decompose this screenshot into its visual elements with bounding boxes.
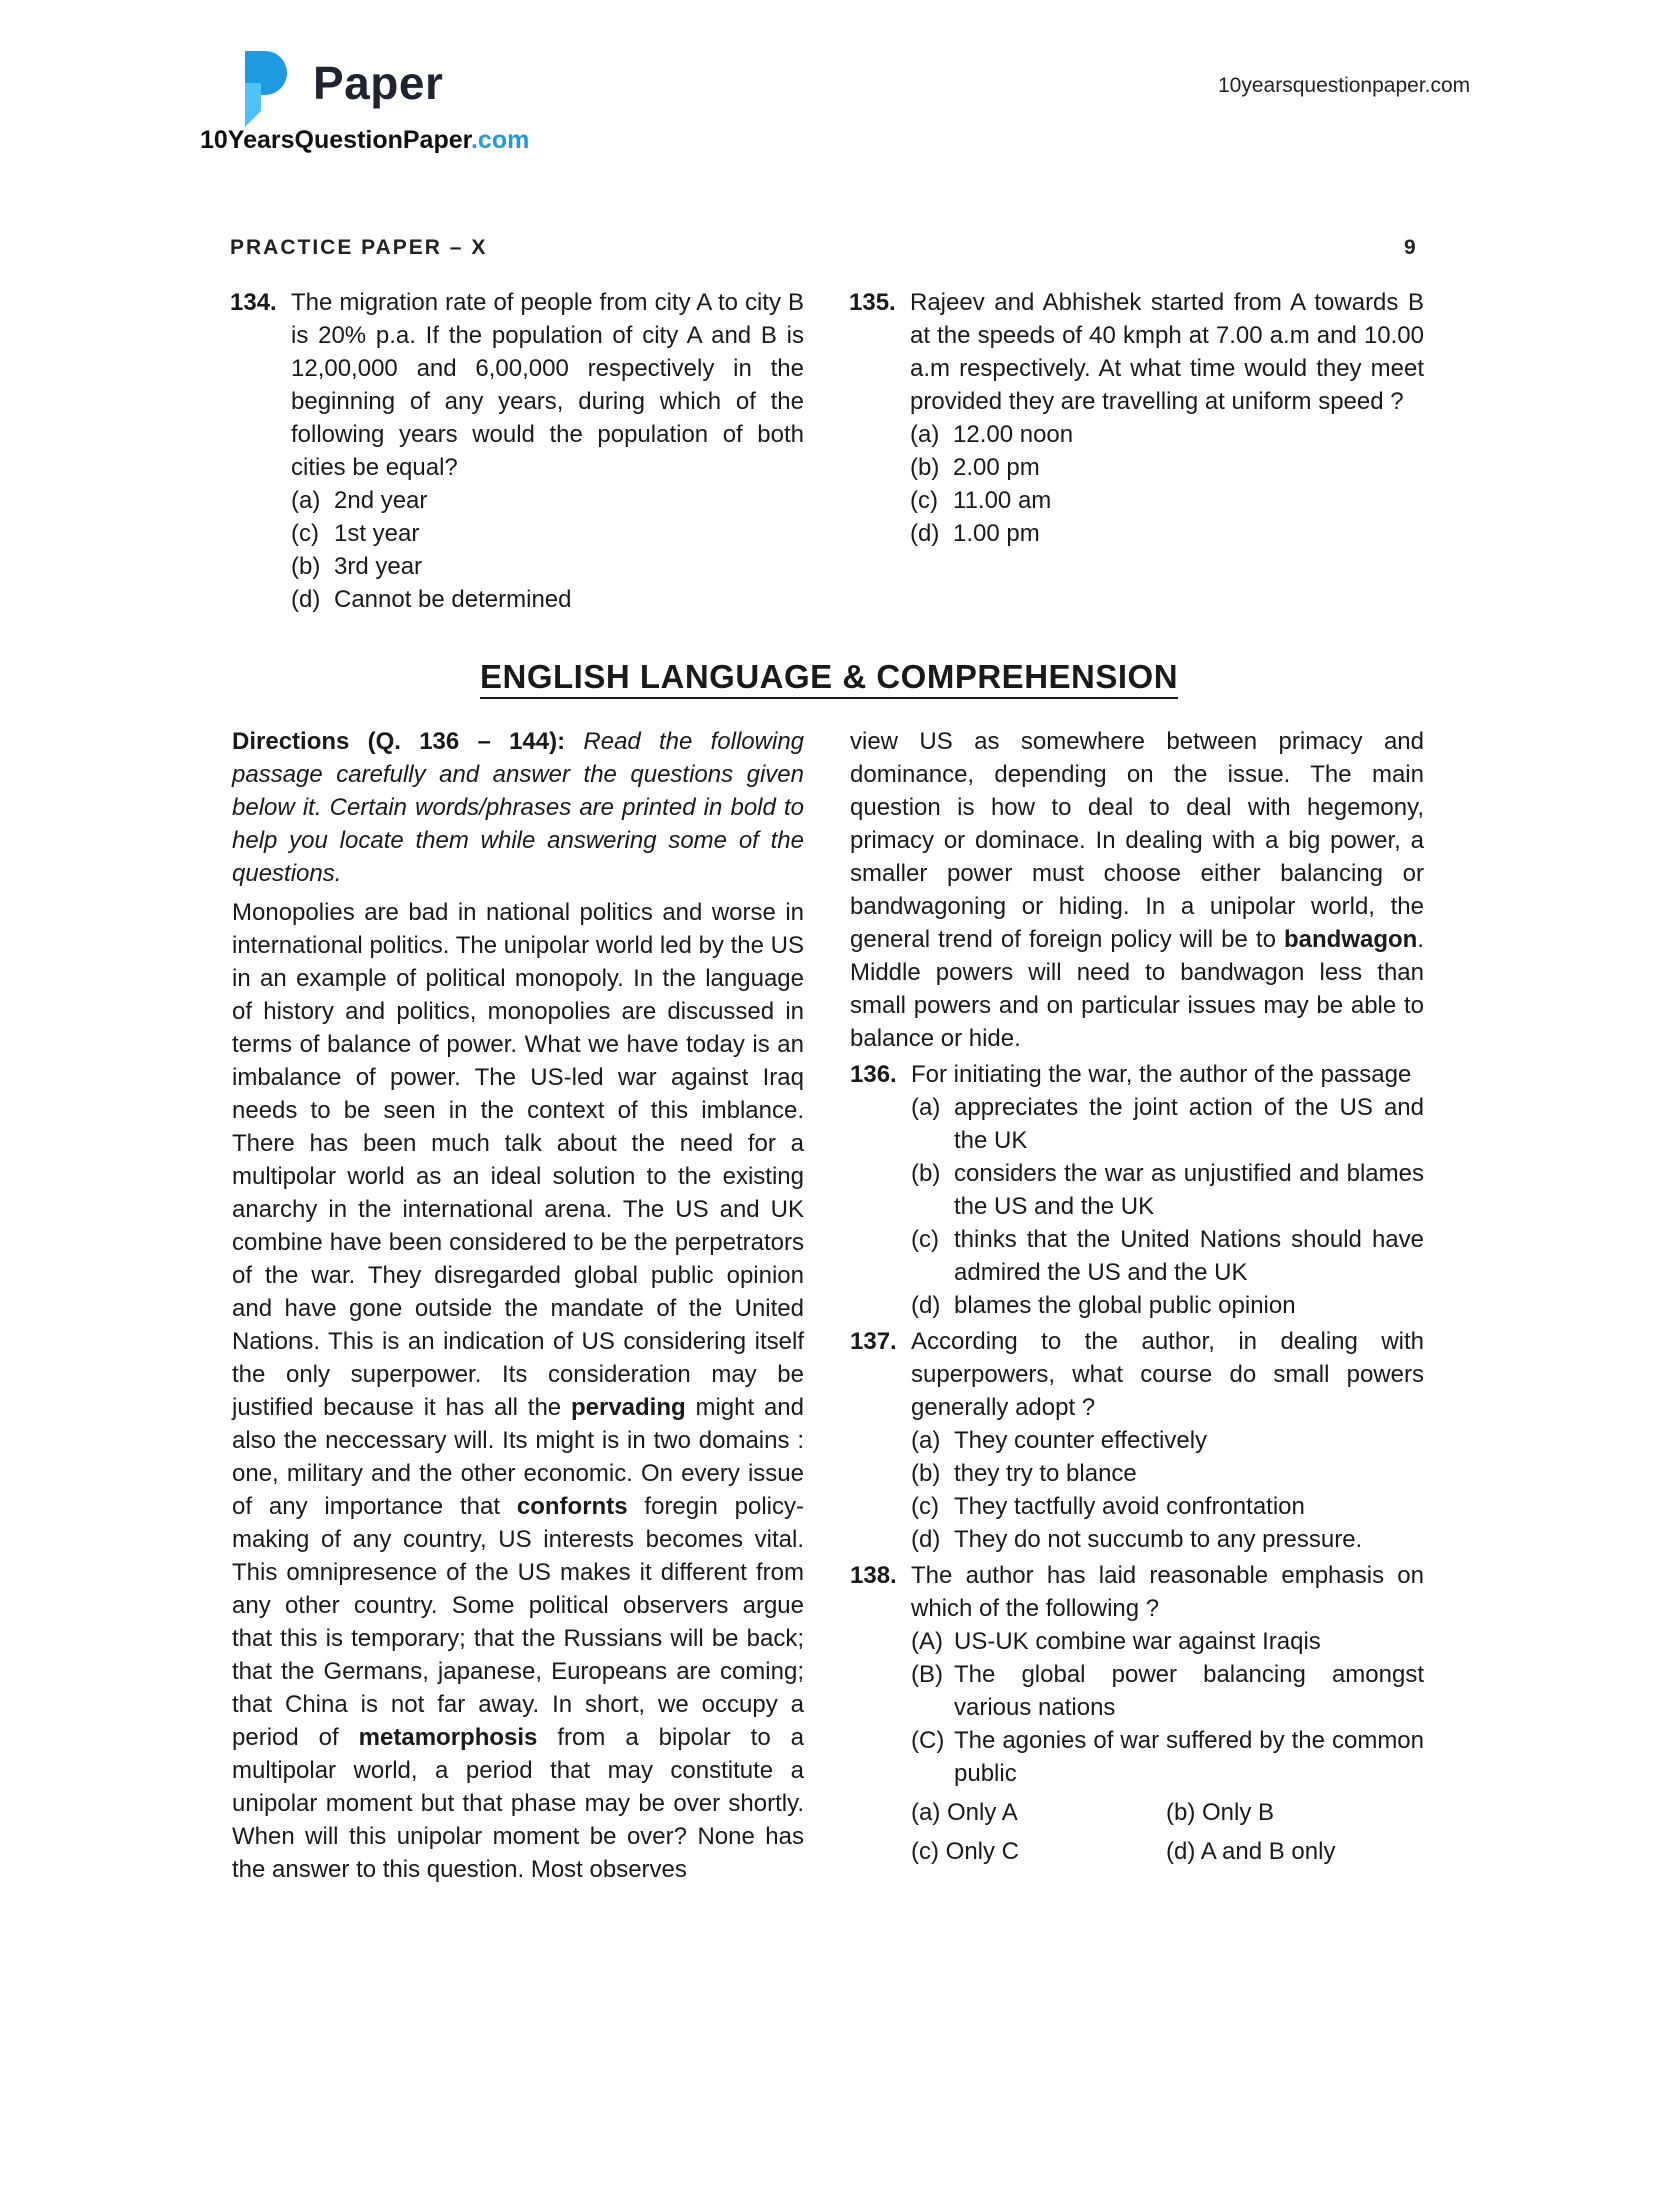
option-text: 11.00 am [953,487,1052,514]
passage-segment: from a bipolar to a multipolar world, a period that may constitute a unipolar moment but that phase may be over shortly. When will this unipolar moment be over? None has the answer to this question. Most observes [232,1724,804,1883]
option-text: They tactfully avoid confrontation [954,1493,1305,1520]
option-label: (b) [291,553,321,580]
option-text: 2nd year [334,487,428,514]
option-label: (c) [911,1838,939,1865]
option [849,517,1424,550]
statement [850,1625,1424,1658]
option-text: considers the war as unjustified and blames the US and the UK [954,1160,1424,1220]
option-text: They do not succumb to any pressure. [954,1526,1363,1553]
option-text: 1st year [334,520,420,547]
question-137 [850,1325,1424,1556]
option [850,1457,1424,1490]
question-number: 138. [850,1562,897,1589]
passage-segment: Monopolies are bad in national politics and worse in international politics. The unipolar world led by the US in an example of political monopoly. In the language of history and politics, monopolies are discussed in terms of balance of power. What we have today is an imbalance of power. The US-led war against Iraq needs to be seen in the context of this imblance. There has been much talk about the need for a multipolar world as an ideal solution to the existing anarchy in the international arena. The US and UK combine have been considered to be the perpetrators of the war. They disregarded global public opinion and have gone outside the mandate of the United Nations. This is an indication of US considering itself the only superpower. Its consideration may be justified because it has all the [232,899,804,1421]
page-number: 9 [1404,236,1416,259]
question-stem [849,286,1424,418]
option-text: They counter effectively [954,1427,1208,1454]
option-label: (b) [910,454,940,481]
option-text: 3rd year [334,553,423,580]
statement-label: (B) [911,1661,943,1688]
passage-segment: . Middle powers will need to bandwagon less than small powers and on particular issues may be able to balance or hide. [850,926,1424,1052]
option [850,1157,1424,1223]
option [1166,1835,1335,1868]
passage-text [232,896,804,1886]
logo-site-name [200,126,529,155]
running-title: PRACTICE PAPER – X [230,236,488,259]
option-text: Only B [1202,1799,1275,1826]
paper-logo-icon [243,49,293,129]
option [849,484,1424,517]
statement [850,1658,1424,1724]
option-label: (b) [911,1160,941,1187]
logo-site-main: 10YearsQuestionPaper [200,126,471,154]
directions-text: Read the following passage carefully and answer the questions given below it. Certain words/phrases are printed in bold to help you locate them while answering some of the questions. [232,728,805,887]
option-text: 12.00 noon [953,421,1074,448]
option-text: 1.00 pm [953,520,1040,547]
passage-text-continued [850,725,1424,1055]
option [1166,1796,1274,1829]
option [230,517,804,550]
statement-text: The global power balancing amongst various nations [954,1661,1424,1721]
passage-bold-word: pervading [570,1394,686,1421]
option-text: appreciates the joint action of the US and the UK [954,1094,1424,1154]
section-heading: ENGLISH LANGUAGE & COMPREHENSION [480,658,1178,699]
option [230,550,804,583]
directions-label: Directions (Q. 136 – 144): [232,728,566,755]
statement [850,1724,1424,1790]
option-label: (d) [911,1292,941,1319]
question-135 [849,286,1424,550]
option-text: 2.00 pm [953,454,1040,481]
option [850,1091,1424,1157]
passage-bold-word: confornts [516,1493,628,1520]
question-number: 134. [230,289,277,316]
passage-segment: view US as somewhere between primacy and dominance, depending on the issue. The main question is how to deal to deal with hegemony, primacy or dominace. In dealing with a big power, a smaller power must choose either balancing or bandwagoning or hiding. In a unipolar world, the general trend of foreign policy will be to [850,728,1424,953]
option [850,1523,1424,1556]
question-text: The author has laid reasonable emphasis on which of the following ? [911,1562,1424,1622]
option-label: (d) [911,1526,941,1553]
option-label: (a) [910,421,940,448]
option-text: Only A [947,1799,1018,1826]
option [230,484,804,517]
option-label: (a) [291,487,321,514]
option-text: Cannot be determined [334,586,572,613]
passage-bold-word: bandwagon [1284,926,1418,953]
option [849,418,1424,451]
passage-segment: foregin policy-making of any country, US interests becomes vital. This omnipresence of the US makes it different from any other country. Some political observers argue that this is temporary; that the Russians will be back; that the Germans, japanese, Europeans are coming; that China is not far away. In short, we occupy a period of [232,1493,805,1751]
option [849,451,1424,484]
question-stem [850,1325,1424,1424]
question-138 [850,1559,1424,1874]
option [911,1796,1018,1829]
question-stem [850,1058,1424,1091]
option [911,1835,1019,1868]
question-stem [230,286,804,484]
option-label: (d) [1166,1838,1196,1865]
question-136 [850,1058,1424,1322]
directions [232,725,804,890]
option [850,1424,1424,1457]
option-label: (c) [911,1226,939,1253]
option-row [850,1796,1424,1835]
option [850,1223,1424,1289]
question-number: 136. [850,1061,897,1088]
statement-text: US-UK combine war against Iraqis [954,1628,1321,1655]
option-label: (a) [911,1427,941,1454]
statement-text: The agonies of war suffered by the common public [954,1727,1424,1787]
option-label: (a) [911,1094,941,1121]
site-url[interactable]: 10yearsquestionpaper.com [1218,74,1471,97]
question-stem [850,1559,1424,1625]
option [230,583,804,616]
option-text: they try to blance [954,1460,1137,1487]
question-text: According to the author, in dealing with superpowers, what course do small powers generally adopt ? [911,1328,1424,1421]
option-label: (c) [910,487,938,514]
option [850,1289,1424,1322]
option-text: thinks that the United Nations should have admired the US and the UK [954,1226,1424,1286]
option [850,1490,1424,1523]
question-text: For initiating the war, the author of the passage [911,1061,1412,1088]
passage-segment: might and also the neccessary will. Its might is in two domains : one, military and the other economic. On every issue of any importance that [232,1394,804,1520]
option-label: (a) [911,1799,941,1826]
option-text: A and B only [1200,1838,1336,1865]
question-number: 137. [850,1328,897,1355]
option-text: Only C [945,1838,1020,1865]
question-text: The migration rate of people from city A to city B is 20% p.a. If the population of city A and B is 12,00,000 and 6,00,000 respectively in the beginning of any years, during which of the following years would the population of both cities be equal? [291,289,804,481]
question-number: 135. [849,289,896,316]
logo-site-domain: .com [470,126,530,154]
option-label: (c) [291,520,319,547]
option-row [850,1835,1424,1874]
statement-label: (C) [911,1727,945,1754]
statement-label: (A) [911,1628,943,1655]
passage-column-right [850,725,1424,1874]
passage-column-left [232,725,804,1886]
option-label: (d) [291,586,321,613]
question-text: Rajeev and Abhishek started from A towards B at the speeds of 40 kmph at 7.00 a.m and 10.00 a.m respectively. At what time would they meet provided they are travelling at uniform speed ? [910,289,1424,415]
option-label: (b) [911,1460,941,1487]
question-134 [230,286,804,616]
logo-wordmark: Paper [313,57,444,109]
option-text: blames the global public opinion [954,1292,1296,1319]
option-label: (b) [1166,1799,1196,1826]
passage-bold-word: metamorphosis [358,1724,538,1751]
option-label: (d) [910,520,940,547]
option-label: (c) [911,1493,939,1520]
